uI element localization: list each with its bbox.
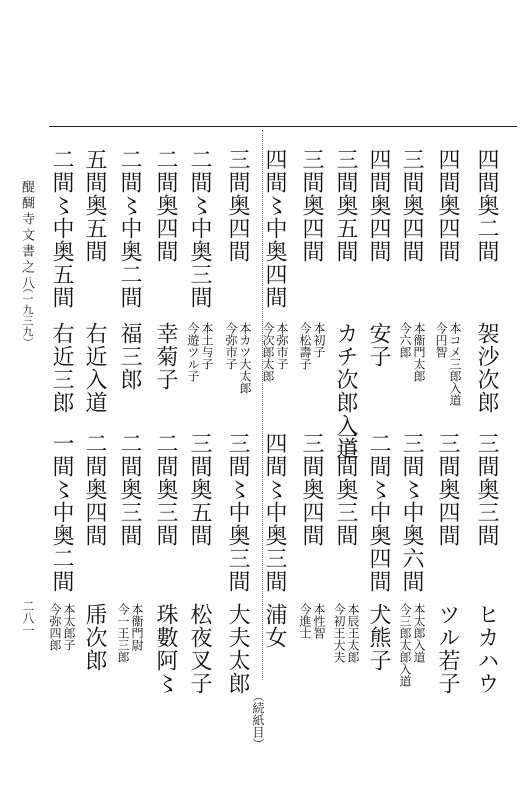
tenant-note-line: 今一王三郎 (116, 603, 130, 663)
tenant-note-line: 本コメ三郎入道 (448, 322, 462, 406)
tenant-note-line: 今円智 (434, 322, 448, 358)
area-entry: 二間奥三間 (153, 432, 178, 547)
area-entry: 三間奥五間 (187, 432, 212, 547)
tenant-name: 右近三郎 (49, 322, 74, 414)
area-entry: 三間奥五間 (333, 148, 358, 263)
page-number: 二八一 (21, 600, 35, 636)
tenant-name: 幸菊子 (153, 322, 178, 391)
area-entry: 二間奥三間 (117, 432, 142, 547)
area-entry: 三間〻中奥六間 (399, 432, 424, 593)
tenant-note-line: 本弥市子 (275, 322, 289, 370)
tenant-note-line: 今遊ツル子 (186, 322, 200, 382)
tenant-note-line: 本辰王太郎 (346, 603, 360, 663)
tenant-name: ツル若子 (435, 603, 460, 695)
area-entry: 四間奥四間 (366, 148, 391, 263)
area-entry: 二間〻中奥四間 (366, 432, 391, 593)
continuation-note: （続紙目） (251, 690, 265, 750)
area-entry: 二間〻中奥五間 (49, 148, 74, 309)
tenant-note-line: 今進士 (298, 603, 312, 639)
area-entry: 三間奥四間 (225, 148, 250, 263)
tenant-name: カチ次郎入道 (333, 322, 358, 460)
tenant-note-line: 今弥市子 (224, 322, 238, 370)
area-entry: 二間〻中奥二間 (117, 148, 142, 309)
tenant-note-line: 本土与子 (200, 322, 214, 370)
tenant-name: 乕次郎 (82, 603, 107, 672)
tenant-note-line: 本太郎入道 (412, 603, 426, 663)
tenant-note-line: 本初子 (312, 322, 326, 358)
tenant-note-line: 今次郎太郎 (261, 322, 275, 382)
tenant-note-line: 今松壽子 (298, 322, 312, 370)
tenant-name: 大夫太郎 (225, 603, 250, 695)
tenant-name: 松夜叉子 (187, 603, 212, 695)
tenant-name: 袈沙次郎 (474, 322, 499, 414)
area-entry: 四間奥四間 (435, 148, 460, 263)
tenant-note-line: 今三郎太郎入道 (398, 603, 412, 687)
tenant-name: 安子 (366, 322, 391, 368)
tenant-note-line: 本性智 (312, 603, 326, 639)
header-rule (49, 126, 517, 127)
area-entry: 四間〻中奥三間 (262, 432, 287, 593)
running-head-title: 醍醐寺文書之八 (19, 180, 34, 292)
tenant-note-line: 今弥四郎 (48, 603, 62, 651)
tenant-note-line: 本カツ大太郎 (238, 322, 252, 394)
area-entry: 五間奥五間 (82, 148, 107, 263)
area-entry: 四間〻中奥四間 (262, 148, 287, 309)
tenant-name: ヒカハウ (474, 603, 499, 695)
area-entry: 二間〻中奥三間 (187, 148, 212, 309)
area-entry: 三間奥四間 (299, 148, 324, 263)
area-entry: 二間奥四間 (153, 148, 178, 263)
area-entry: 三間奥四間 (435, 432, 460, 547)
area-entry: 四間奥二間 (474, 148, 499, 263)
tenant-note-line: 本衞門太郎 (412, 322, 426, 382)
tenant-note-line: 本衞門尉 (130, 603, 144, 651)
area-entry: 三間奥三間 (333, 432, 358, 547)
tenant-name: 犬熊子 (366, 603, 391, 672)
running-head-page-paren: （一九三九） (21, 282, 34, 348)
area-entry: 三間奥四間 (299, 432, 324, 547)
tenant-name: 右近入道 (82, 322, 107, 414)
tenant-name: 浦女 (262, 603, 287, 649)
tenant-name: 珠數阿〻 (153, 603, 178, 695)
area-entry: 一間〻中奥二間 (49, 432, 74, 593)
area-entry: 三間〻中奥三間 (225, 432, 250, 593)
tenant-name: 福三郎 (117, 322, 142, 391)
tenant-note-line: 今六郎 (398, 322, 412, 358)
area-entry: 二間奥四間 (82, 432, 107, 547)
tenant-note-line: 本太郎子 (62, 603, 76, 651)
area-entry: 三間奥四間 (399, 148, 424, 263)
tenant-note-line: 今初王大夫 (332, 603, 346, 663)
area-entry: 三間奥三間 (474, 432, 499, 547)
